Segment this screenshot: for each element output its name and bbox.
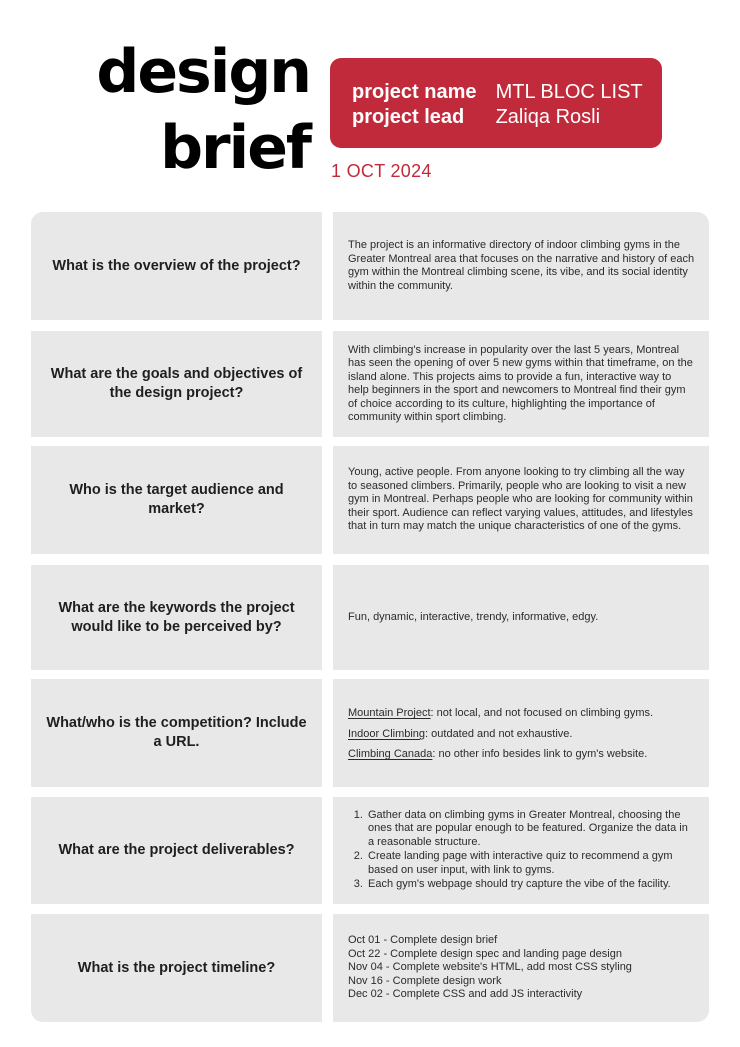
brief-row-audience [31,446,709,554]
competitor-list [348,704,653,762]
question-cell [31,446,322,554]
deliverable-item: 3. Each gym's webpage should try capture the vibe of the facility. [366,878,695,892]
answer-cell [333,212,709,320]
page-title [60,34,310,186]
timeline-item: Nov 04 - Complete website's HTML, add most CSS styling [348,961,632,974]
question-cell [31,679,322,787]
question-cell [31,331,322,437]
answer-text: Fun, dynamic, interactive, trendy, informative, edgy. [348,610,599,623]
competitor-item [348,728,653,742]
question-text: What is the project timeline? [77,959,276,976]
title-line-brief: brief [160,113,310,183]
timeline-item: Nov 16 - Complete design work [348,974,502,987]
title-line-design: design [96,37,310,107]
brief-row-deliverables [31,797,709,904]
answer-cell [333,565,709,670]
question-text: What/who is the competition? Include a URL. [46,715,307,750]
competitor-note: : outdated and not exhaustive. [425,727,573,740]
question-cell [31,797,322,904]
competitor-item [348,748,653,762]
question-text: What are the project deliverables? [58,842,295,858]
question-text: What are the goals and objectives of the design project? [50,366,303,401]
project-name-label: project name [352,81,477,103]
question-cell [31,914,322,1022]
answer-cell [333,679,709,787]
answer-cell [333,446,709,554]
timeline-list [348,934,632,1002]
project-lead-value: Zaliqa Rosli [495,106,601,128]
deliverable-item: 1. Gather data on climbing gyms in Greater Montreal, choosing the ones that are popular enough to be featured. Organize the data in a reasonable structure. [366,809,695,850]
timeline-item: Dec 02 - Complete CSS and add JS interactivity [348,988,583,1001]
answer-text: Young, active people. From anyone looking to try climbing all the way to seasoned climbers. Primarily, people who are looking to visit a new gym in Montreal. Perhaps people who are looking for community within their sport. Audience can reflect varying values, attitudes, and lifestyles that in turn may match the unique characteristics of one of the gyms. [348,466,693,533]
competitor-note: : not local, and not focused on climbing gyms. [430,707,654,720]
brief-row-competition [31,679,709,787]
competitor-note: : no other info besides link to gym's website. [432,748,648,761]
timeline-item: Oct 22 - Complete design spec and landing page design [348,947,622,960]
question-cell [31,565,322,670]
brief-row-overview [31,212,709,320]
project-name-value: MTL BLOC LIST [495,81,643,103]
question-text: What are the keywords the project would like to be perceived by? [58,599,295,635]
project-name-row [352,80,643,104]
competitor-item [348,707,653,721]
project-lead-row [352,105,600,129]
question-text: What is the overview of the project? [52,257,301,274]
answer-cell [333,331,709,437]
answer-cell [333,797,709,904]
competitor-link-indoor-climbing[interactable]: Indoor Climbing [348,727,426,740]
deliverable-item: 2. Create landing page with interactive quiz to recommend a gym based on user input, with link to gyms. [366,850,695,877]
question-text: Who is the target audience and market? [69,482,284,517]
project-info-box [330,58,662,148]
question-cell [31,212,322,320]
deliverables-list [348,809,695,893]
answer-text: With climbing's increase in popularity over the last 5 years, Montreal has seen the opening of over 5 new gyms within that timeframe, on the island alone. This projects aims to provide a fun, interactive way to help beginners in the sport and newcomers to Montreal find their gym of choice according to its culture, highlighting the importance of community within sport climbing. [348,343,693,423]
answer-text: The project is an informative directory of indoor climbing gyms in the Greater Montreal area that focuses on the narrative and history of each gym within the Montreal climbing scene, its vibe, and its social identity within the community. [348,239,695,292]
competitor-link-climbing-canada[interactable]: Climbing Canada [348,748,433,761]
timeline-item: Oct 01 - Complete design brief [348,934,498,947]
answer-cell [333,914,709,1022]
brief-row-goals [31,331,709,437]
project-lead-label: project lead [352,106,465,128]
brief-row-timeline [31,914,709,1022]
brief-date: 1 OCT 2024 [331,161,432,181]
competitor-link-mountain-project[interactable]: Mountain Project [348,707,431,720]
brief-row-keywords [31,565,709,670]
